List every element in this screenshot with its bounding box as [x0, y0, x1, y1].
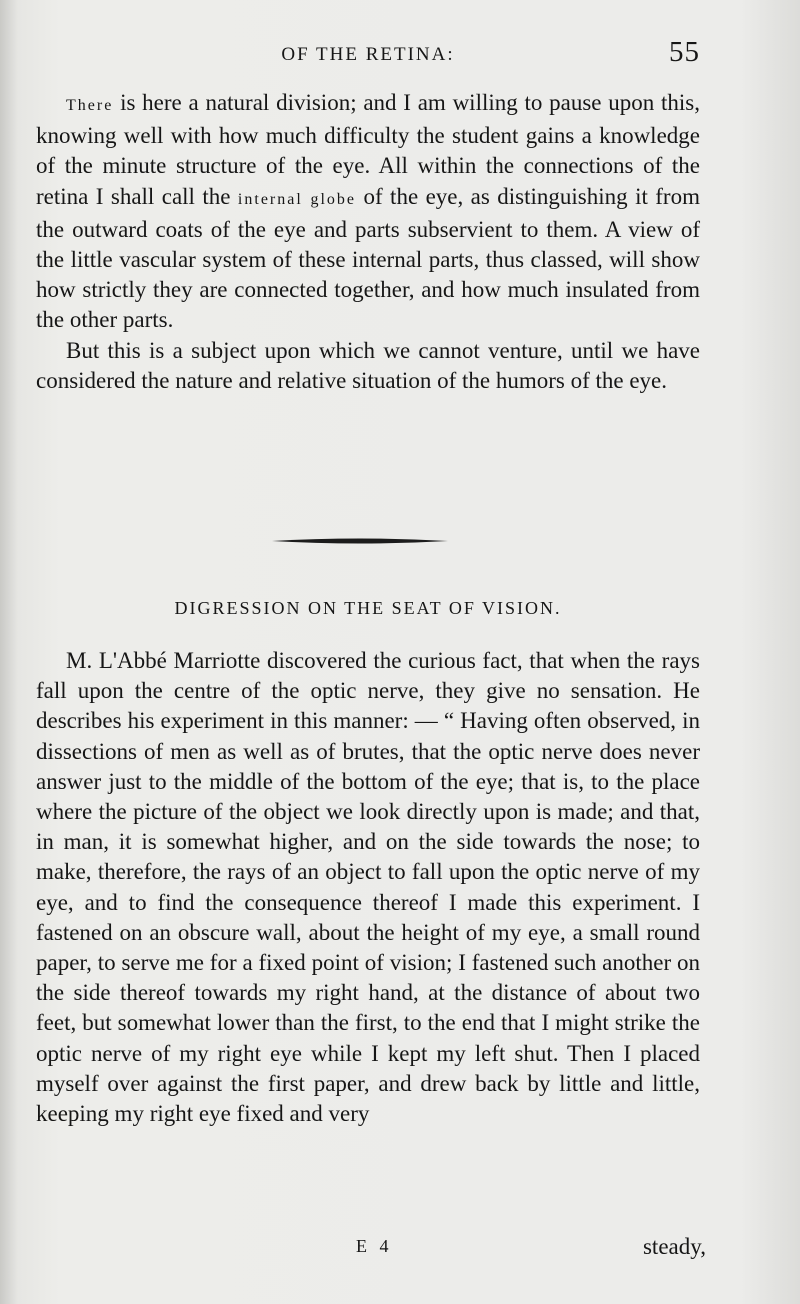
running-head-title: OF THE RETINA: [281, 44, 455, 65]
paragraph-lead-word: There [66, 97, 114, 114]
paragraph-internal-globe [36, 88, 700, 336]
small-caps-term: internal globe [237, 190, 357, 208]
ornamental-rule [272, 537, 448, 545]
page-number: 55 [669, 36, 700, 68]
lower-text-block [36, 646, 700, 1129]
signature-mark: E 4 [356, 1236, 393, 1256]
upper-text-block [36, 88, 700, 396]
paragraph-text: is here a natural division; and I am willing to pause upon this, knowing well with how much difficulty the student gains a knowledge of the minute structure of the eye. All within the connections of the retina I shall call the [36, 90, 700, 209]
section-heading: DIGRESSION ON THE SEAT OF VISION. [174, 598, 562, 618]
paragraph-marriotte: M. L'Abbé Marriotte discovered the curious fact, that when the rays fall upon the centre of the optic nerve, they give no sensation. He describes his experiment in this manner: — “ Having often observed, in dissections of men as well as of brutes, that the optic nerve does never answer just to the middle of the bottom of the eye; that is, to the place where the picture of the object we look directly upon is made; and that, in man, it is somewhat higher, and on the side towards the nose; to make, therefore, the rays of an object to fall upon the optic nerve of my eye, and to find the consequence thereof I made this experiment. I fastened on an obscure wall, about the height of my eye, a small round paper, to serve me for a fixed point of vision; I fastened such another on the side thereof towards my right hand, at the distance of about two feet, but somewhat lower than the first, to the end that I might strike the optic nerve of my right eye while I kept my left shut. Then I placed myself over against the first paper, and drew back by little and little, keeping my right eye fixed and very [36, 648, 700, 1127]
catchword: steady, [642, 1234, 706, 1259]
running-head [36, 36, 700, 80]
page-footer [36, 1236, 706, 1266]
paragraph-humors: But this is a subject upon which we cannot venture, until we have considered the nature and relative situation of the humors of the eye. [36, 337, 700, 393]
paragraph-text: of the eye, as distinguishing it from the outward coats of the eye and parts subservient to them. A view of the little vascular system of these internal parts, thus classed, will show how strictly they are connected together, and how much insulated from the other parts. [36, 183, 700, 333]
